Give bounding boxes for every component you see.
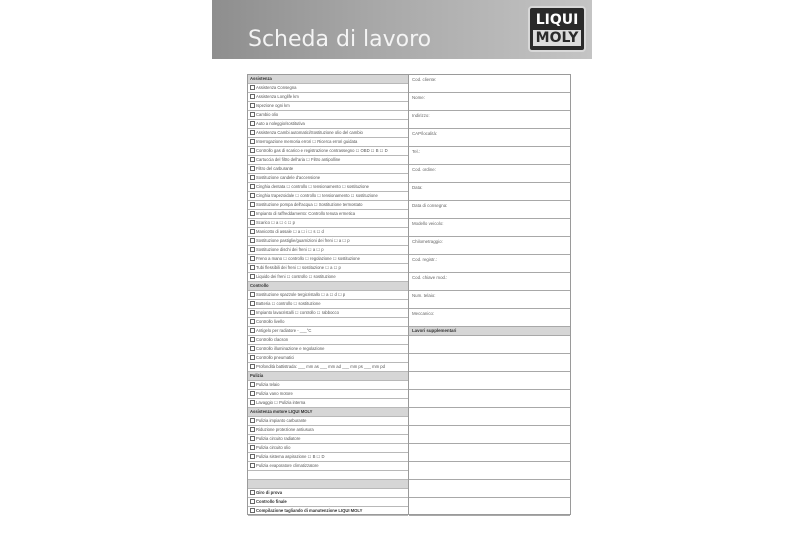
checklist-row[interactable] (248, 336, 408, 345)
checkbox-icon[interactable] (250, 166, 255, 171)
checkbox-icon[interactable] (250, 301, 255, 306)
checkbox-icon[interactable] (250, 148, 255, 153)
checkbox-icon[interactable] (250, 292, 255, 297)
row-label: Lavaggio ☐ Pulizia interna (256, 400, 306, 405)
row-label: Impianto di raffreddamento: Controllo tenuta ermetica (256, 211, 356, 216)
checklist-row[interactable] (248, 309, 408, 318)
row-label: Pulizia vano motore (256, 391, 293, 396)
extra-work-header: Lavori supplementari (409, 327, 570, 336)
page-title: Scheda di lavoro (248, 27, 432, 52)
row-label: Tubi flessibili dei freni ☐ sostituzione ☐ a ☐ p (256, 265, 341, 270)
row-label: Controllo (250, 283, 269, 288)
row-label: Pulizia circuito olio (256, 445, 291, 450)
checkbox-icon[interactable] (250, 211, 255, 216)
checklist-row[interactable] (248, 156, 408, 165)
extra-work-line[interactable] (409, 426, 570, 444)
checkbox-icon[interactable] (250, 400, 255, 405)
info-field[interactable] (409, 93, 570, 111)
checkbox-icon[interactable] (250, 130, 255, 135)
checklist-row[interactable] (248, 129, 408, 138)
checkbox-icon[interactable] (250, 94, 255, 99)
checklist-row[interactable] (248, 435, 408, 444)
field-label: Modello veicolo: (412, 221, 444, 226)
info-field[interactable] (409, 255, 570, 273)
header-banner (212, 0, 592, 59)
checklist-row[interactable] (248, 228, 408, 237)
info-field[interactable] (409, 165, 570, 183)
info-field[interactable] (409, 201, 570, 219)
customer-info-column (409, 75, 570, 514)
checklist-row[interactable] (248, 318, 408, 327)
field-label: Nome: (412, 95, 425, 100)
checkbox-icon[interactable] (250, 436, 255, 441)
info-field[interactable] (409, 291, 570, 309)
logo-line-1: LIQUI (535, 12, 579, 28)
info-field[interactable] (409, 75, 570, 93)
row-label: Freno a mano ☐ controllo ☐ regolazione ☐ sostituzione (256, 256, 360, 261)
extra-work-line[interactable] (409, 444, 570, 462)
row-label: Sostituzione candele d'accensione (256, 175, 321, 180)
row-label: Filtro del carburante (256, 166, 294, 171)
checkbox-icon[interactable] (250, 346, 255, 351)
row-label: Sostituzione spazzole tergicristallo ☐ a ☐ d ☐ p (256, 292, 346, 297)
extra-work-line[interactable] (409, 498, 570, 516)
checkbox-icon[interactable] (250, 85, 255, 90)
checklist-row[interactable] (248, 102, 408, 111)
extra-work-line[interactable] (409, 336, 570, 354)
checklist-row[interactable] (248, 84, 408, 93)
checkbox-icon[interactable] (250, 319, 255, 324)
checkbox-icon[interactable] (250, 157, 255, 162)
section-header (248, 408, 408, 417)
row-label: Controllo pneumatici (256, 355, 295, 360)
field-label: Num. telaio: (412, 293, 436, 298)
row-label: Giro di prova (256, 490, 283, 495)
checkbox-icon[interactable] (250, 445, 255, 450)
row-label: Ispezione ogni km (256, 103, 290, 108)
checklist-row[interactable] (248, 147, 408, 156)
info-field[interactable] (409, 237, 570, 255)
row-label: Interrogazione memoria errori ☐ Ricerca errori guidata (256, 139, 358, 144)
field-label: Cod. chiave mod.: (412, 275, 448, 280)
checkbox-icon[interactable] (250, 418, 255, 423)
field-label: Tel.: (412, 149, 421, 154)
row-label: Sostituzione pompa dell'acqua ☐ Sostituzione termostato (256, 202, 363, 207)
extra-work-line[interactable] (409, 408, 570, 426)
checklist-row[interactable] (248, 390, 408, 399)
checklist-row[interactable] (248, 444, 408, 453)
checklist-row[interactable] (248, 363, 408, 372)
work-sheet-table (247, 74, 571, 515)
checklist-row[interactable] (248, 138, 408, 147)
row-label: Assistenza Cambi automatici/Sostituzione olio del cambio (256, 130, 363, 135)
checkbox-icon[interactable] (250, 382, 255, 387)
logo-line-2: MOLY (533, 30, 581, 46)
info-field[interactable] (409, 111, 570, 129)
row-label: Assistenza Longlife km (256, 94, 299, 99)
row-label: Scarico ☐ a ☐ c ☐ p (256, 220, 295, 225)
info-field[interactable] (409, 219, 570, 237)
checkbox-icon[interactable] (250, 391, 255, 396)
row-label: Assistenza Consegna (256, 85, 297, 90)
row-label: Liquido dei freni ☐ controllo ☐ sostituzione (256, 274, 336, 279)
row-label: Pulizia evaporatore climatizzatore (256, 463, 319, 468)
field-label: Cod. cliente: (412, 77, 437, 82)
extra-work-line[interactable] (409, 390, 570, 408)
row-label: Assistenza motore LIQUI MOLY (250, 409, 313, 414)
checklist-row[interactable] (248, 399, 408, 408)
section-header (248, 75, 408, 84)
checklist-row[interactable] (248, 246, 408, 255)
row-label: Sostituzione pastiglie/guarnizioni dei freni ☐ a ☐ p (256, 238, 350, 243)
info-field[interactable] (409, 273, 570, 291)
checkbox-icon[interactable] (250, 247, 255, 252)
checkbox-icon[interactable] (250, 256, 255, 261)
checkbox-icon[interactable] (250, 490, 255, 495)
checklist-row[interactable] (248, 489, 408, 498)
row-label: Profondità battistrada: ___ mm as ___ mm ad ___ mm ps ___ mm pd (256, 364, 385, 369)
row-label: Controllo gas di scarico e registrazione contrassegno ☐ OBD ☐ B ☐ D (256, 148, 388, 153)
checkbox-icon[interactable] (250, 310, 255, 315)
row-label: Compilazione tagliando di manutenzione LIQUI MOLY (256, 508, 363, 513)
field-label: Chilometraggio: (412, 239, 443, 244)
checklist-row[interactable] (248, 462, 408, 471)
checkbox-icon[interactable] (250, 175, 255, 180)
checkbox-icon[interactable] (250, 112, 255, 117)
checklist-row[interactable] (248, 498, 408, 507)
row-label: Controllo livello (256, 319, 285, 324)
row-label: Impianto lavacristalli ☐ controllo ☐ rabbocco (256, 310, 339, 315)
checkbox-icon[interactable] (250, 265, 255, 270)
row-label: Antigelo per radiatore - ___°C (256, 328, 312, 333)
checklist-row[interactable] (248, 120, 408, 129)
field-label: Cod. registr.: (412, 257, 437, 262)
checklist-row (248, 480, 408, 489)
checkbox-icon[interactable] (250, 139, 255, 144)
checklist-row[interactable] (248, 345, 408, 354)
info-field[interactable] (409, 129, 570, 147)
checklist-row[interactable] (248, 426, 408, 435)
checklist-row[interactable] (248, 273, 408, 282)
checklist-row[interactable] (248, 237, 408, 246)
checklist-row[interactable] (248, 381, 408, 390)
field-label: Cod. ordine: (412, 167, 436, 172)
checklist-row[interactable] (248, 264, 408, 273)
checkbox-icon[interactable] (250, 103, 255, 108)
row-label: Controllo illuminazione e regolazione (256, 346, 325, 351)
checklist-row[interactable] (248, 201, 408, 210)
checklist-row[interactable] (248, 192, 408, 201)
row-label: Auto a noleggio/sostitutiva (256, 121, 305, 126)
checklist-row[interactable] (248, 255, 408, 264)
field-label: CAP/località: (412, 131, 438, 136)
checkbox-icon[interactable] (250, 274, 255, 279)
row-label: Pulizia telaio (256, 382, 280, 387)
checkbox-icon[interactable] (250, 229, 255, 234)
row-label: Cambio olio (256, 112, 279, 117)
checkbox-icon[interactable] (250, 427, 255, 432)
row-label: Controllo clacson (256, 337, 289, 342)
info-field[interactable] (409, 183, 570, 201)
checklist-row[interactable] (248, 174, 408, 183)
info-field[interactable] (409, 147, 570, 165)
checklist-row[interactable] (248, 165, 408, 174)
checklist-row (248, 471, 408, 480)
field-label: Data di consegna: (412, 203, 448, 208)
checklist-row[interactable] (248, 210, 408, 219)
checkbox-icon[interactable] (250, 508, 255, 513)
row-label: Pulizia sistema aspirazione ☐ B ☐ D (256, 454, 325, 459)
info-field[interactable] (409, 309, 570, 327)
row-label: Sostituzione dischi dei freni ☐ a ☐ p (256, 247, 324, 252)
extra-work-line[interactable] (409, 354, 570, 372)
row-label: Pulizia impianto carburante (256, 418, 307, 423)
row-label: Batteria ☐ controllo ☐ sostituzione (256, 301, 321, 306)
row-label: Pulizia circuito radiatore (256, 436, 301, 441)
checkbox-icon[interactable] (250, 364, 255, 369)
checkbox-icon[interactable] (250, 238, 255, 243)
service-checklist-column (248, 75, 409, 514)
checklist-row[interactable] (248, 507, 408, 516)
checkbox-icon[interactable] (250, 328, 255, 333)
checkbox-icon[interactable] (250, 220, 255, 225)
checkbox-icon[interactable] (250, 202, 255, 207)
checkbox-icon[interactable] (250, 454, 255, 459)
checkbox-icon[interactable] (250, 337, 255, 342)
row-label: Pulizia (250, 373, 264, 378)
field-label: Meccanico: (412, 311, 435, 316)
checklist-row[interactable] (248, 300, 408, 309)
checklist-row[interactable] (248, 327, 408, 336)
checkbox-icon[interactable] (250, 193, 255, 198)
row-label: Controllo finale (256, 499, 287, 504)
checkbox-icon[interactable] (250, 121, 255, 126)
checklist-row[interactable] (248, 111, 408, 120)
checklist-row[interactable] (248, 291, 408, 300)
extra-work-line[interactable] (409, 462, 570, 480)
liqui-moly-logo (528, 6, 586, 52)
checklist-row[interactable] (248, 417, 408, 426)
extra-work-line[interactable] (409, 372, 570, 390)
row-label: Assistenza (250, 76, 272, 81)
field-label: Data: (412, 185, 423, 190)
section-header (248, 282, 408, 291)
checkbox-icon[interactable] (250, 499, 255, 504)
checklist-row[interactable] (248, 354, 408, 363)
checklist-row[interactable] (248, 219, 408, 228)
checklist-row[interactable] (248, 453, 408, 462)
checklist-row[interactable] (248, 93, 408, 102)
row-label: Riduzione protezione antiusura (256, 427, 314, 432)
row-label: Manicotto di assale ☐ a ☐ i ☐ s ☐ d (256, 229, 324, 234)
checkbox-icon[interactable] (250, 463, 255, 468)
section-header (248, 372, 408, 381)
checkbox-icon[interactable] (250, 184, 255, 189)
row-label: Cinghia dentata ☐ controllo ☐ tensionamento ☐ sostituzione (256, 184, 369, 189)
checkbox-icon[interactable] (250, 355, 255, 360)
row-label: Cartuccia del filtro dell'aria ☐ Filtro antipolline (256, 157, 341, 162)
field-label: Indirizzo: (412, 113, 430, 118)
checklist-row[interactable] (248, 183, 408, 192)
extra-work-line[interactable] (409, 480, 570, 498)
row-label: Cinghia trapezoidale ☐ controllo ☐ tensionamento ☐ sostituzione (256, 193, 378, 198)
